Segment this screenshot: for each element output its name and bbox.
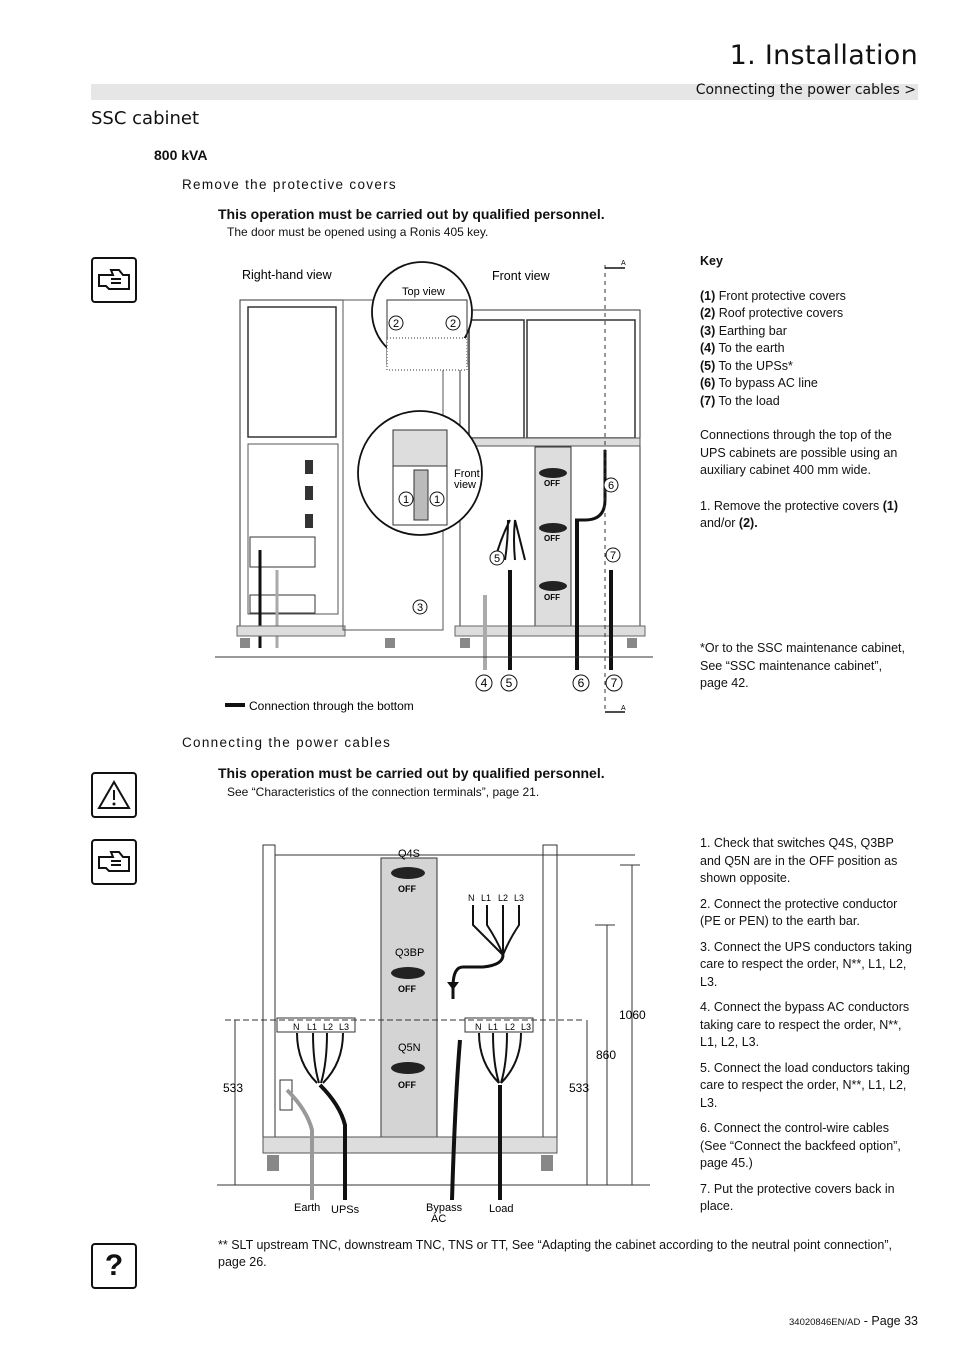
top-view-label: Top view (402, 286, 445, 298)
connection-steps (700, 835, 915, 1224)
q3bp-label: Q3BP (395, 947, 425, 959)
key-item: (3) Earthing bar (700, 323, 787, 338)
phase-ups-l2: L2 (323, 1022, 334, 1032)
step-item: 1. Check that switches Q4S, Q3BP and Q5N are in the OFF position as shown opposite. (700, 836, 898, 885)
step-item: 5. Connect the load conductors taking care to respect the order, N**, L1, L2, L3. (700, 1060, 910, 1110)
section-title: SSC cabinet (91, 108, 200, 129)
figure-power-cable-connection (215, 840, 655, 1225)
load-label: Load (489, 1203, 514, 1215)
upss-label: UPSs (331, 1204, 360, 1216)
off-q3bp: OFF (398, 984, 416, 994)
ups-footnote: *Or to the SSC maintenance cabinet, See “SSC maintenance cabinet”, page 42. (700, 641, 905, 690)
svg-text:5: 5 (493, 553, 501, 565)
hand-pointer-icon (91, 257, 137, 303)
callout-4: 4 (480, 676, 488, 690)
dim-1060: 1060 (619, 1008, 646, 1022)
phase-load-l2: L2 (505, 1022, 516, 1032)
svg-text:3: 3 (416, 602, 424, 614)
q5n-label: Q5N (398, 1042, 421, 1054)
svg-text:1: 1 (433, 494, 441, 506)
phase-top-l1: L1 (481, 893, 492, 903)
earth-label: Earth (294, 1202, 321, 1214)
legend-label: Connection through the bottom (249, 699, 414, 713)
off-q4s: OFF (398, 884, 416, 894)
step-item: 2. Connect the protective conductor (PE or PEN) to the earth bar. (700, 896, 898, 928)
breadcrumb[interactable]: Connecting the power cables > (695, 82, 916, 98)
dim-533-left: 533 (223, 1081, 244, 1095)
svg-text:2: 2 (392, 318, 400, 330)
step-item: 7. Put the protective covers back in place. (700, 1181, 895, 1213)
svg-text:7: 7 (609, 550, 617, 562)
phase-ups-l3: L3 (339, 1022, 350, 1032)
page-number: - Page 33 (860, 1314, 918, 1328)
callout-6: 6 (577, 676, 585, 690)
remove-step: 1. Remove the protective covers (1) and/or (2). (700, 498, 899, 530)
phase-top-n: N (468, 893, 475, 903)
front-view-inset-2: view (454, 479, 477, 491)
legend-swatch (225, 703, 245, 707)
callout-5: 5 (505, 676, 513, 690)
subtitle: 800 kVA (154, 147, 208, 163)
key-item: (7) To the load (700, 393, 780, 408)
phase-ups-l1: L1 (307, 1022, 318, 1032)
key-item: (1) Front protective covers (700, 288, 846, 303)
phase-load-n: N (475, 1022, 482, 1032)
callout-7: 7 (610, 676, 618, 690)
step-item: 3. Connect the UPS conductors taking care to respect the order, N**, L1, L2, L3. (700, 939, 912, 989)
phase-ups-n: N (293, 1022, 300, 1032)
question-mark-icon: ? (91, 1243, 137, 1289)
phase-load-l1: L1 (488, 1022, 499, 1032)
section-mark-bottom: A (621, 705, 626, 712)
neutral-footnote: ** SLT upstream TNC, downstream TNC, TNS or TT, See “Adapting the cabinet according to the neutral point connection”, page 26. (218, 1238, 892, 1269)
off-q5n: OFF (398, 1080, 416, 1090)
chapter-title: 1. Installation (729, 40, 918, 71)
key-panel (700, 253, 920, 533)
step-item: 6. Connect the control-wire cables (See “Connect the backfeed option”, page 45.) (700, 1121, 901, 1170)
dim-533-right: 533 (569, 1081, 590, 1095)
bypass-label-1: Bypass (426, 1202, 463, 1214)
key-item: (6) To bypass AC line (700, 376, 818, 390)
front-view-inset-1: Front (454, 468, 480, 480)
q4s-label: Q4S (398, 848, 421, 860)
figure-cabinet-views (215, 250, 655, 725)
bypass-label-2: AC (431, 1213, 447, 1225)
phase-top-l2: L2 (498, 893, 509, 903)
key-item: (5) To the UPSs* (700, 358, 793, 373)
svg-text:1: 1 (402, 494, 410, 506)
step-item: 4. Connect the bypass AC conductors taking care to respect the order, N**, L1, L2, L3. (700, 1000, 910, 1049)
key-item: (4) To the earth (700, 341, 785, 355)
breadcrumb-bar (91, 84, 918, 100)
connect-heading: Connecting the power cables (182, 735, 392, 750)
top-connection-note: Connections through the top of the UPS cabinets are possible using an auxiliary cabinet 400 mm wide. (700, 428, 898, 477)
svg-text:2: 2 (449, 318, 457, 330)
connect-warning: This operation must be carried out by qualified personnel. (218, 765, 605, 781)
connect-note: See “Characteristics of the connection terminals”, page 21. (227, 785, 540, 799)
phase-load-l3: L3 (521, 1022, 532, 1032)
key-title: Key (700, 254, 723, 268)
phase-top-l3: L3 (514, 893, 525, 903)
remove-note: The door must be opened using a Ronis 405 key. (227, 225, 489, 239)
hand-pointer-icon (91, 839, 137, 885)
remove-warning: This operation must be carried out by qualified personnel. (218, 206, 605, 222)
right-hand-view-label: Right-hand view (242, 268, 332, 282)
key-item: (2) Roof protective covers (700, 306, 844, 320)
svg-text:6: 6 (607, 480, 615, 492)
front-view-label: Front view (492, 269, 550, 283)
off-label-3: OFF (544, 593, 560, 602)
remove-heading: Remove the protective covers (182, 177, 397, 192)
page-footer (789, 1314, 918, 1328)
dim-860: 860 (596, 1048, 617, 1062)
off-label-2: OFF (544, 534, 560, 543)
warning-triangle-icon (91, 772, 137, 818)
off-label-1: OFF (544, 479, 560, 488)
doc-number: 34020846EN/AD (789, 1317, 861, 1328)
section-mark-top: A (621, 260, 626, 267)
